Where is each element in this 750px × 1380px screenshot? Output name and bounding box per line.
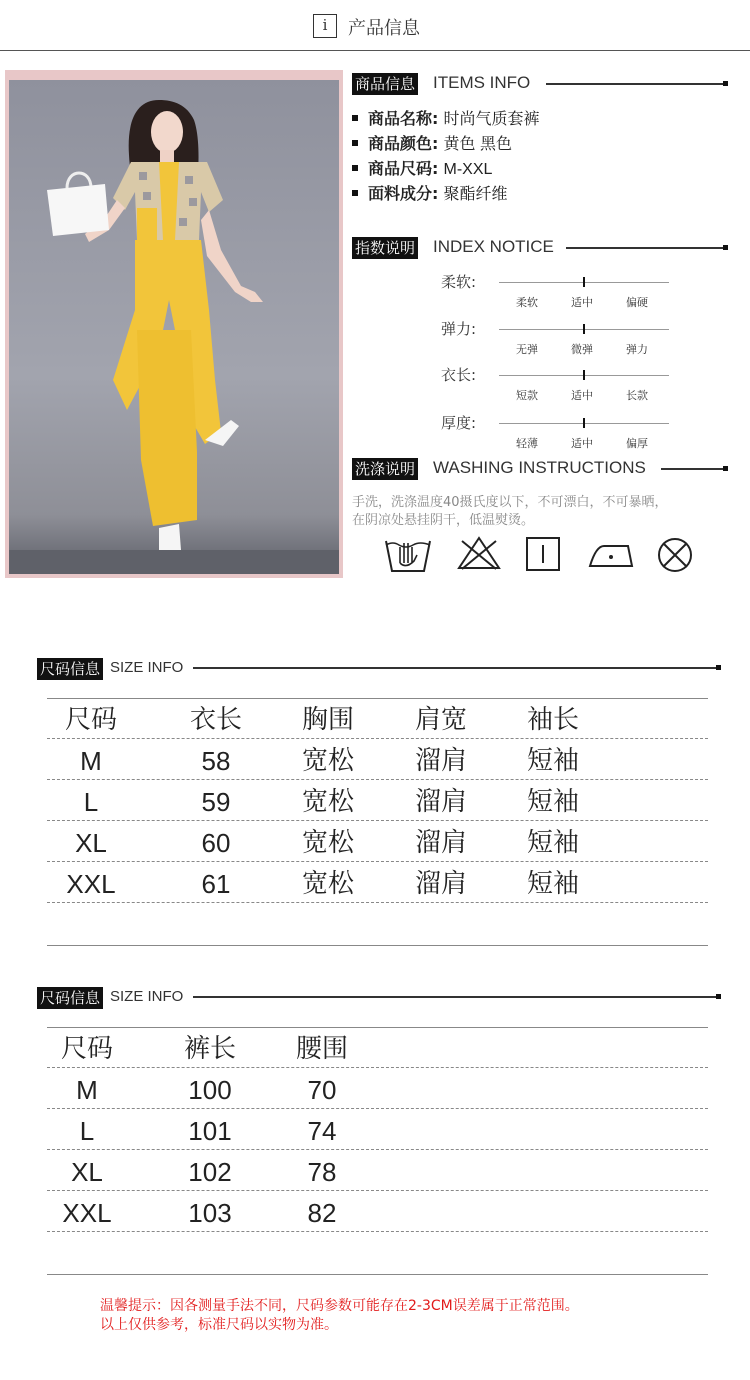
table-cell: XXL [62,1198,112,1228]
table-cell: 溜肩 [414,787,467,817]
pants-size-tag: 尺码信息 [37,987,103,1009]
index-notice-rule [566,247,726,249]
index-scale-marker [583,277,585,287]
table-cell: 101 [188,1116,232,1146]
hand-wash-icon [383,533,433,575]
item-color-row: 商品颜色: 黄色 黑色 [352,131,512,154]
table-cell: M [80,746,102,776]
rule-end-dot [716,665,721,670]
index-scale-option: 长款 [626,389,648,402]
top-size-title: SIZE INFO [110,659,184,676]
table-cell: 70 [307,1075,337,1105]
table-cell: M [76,1075,98,1105]
table-bottom-border [47,945,708,946]
index-scale-option: 轻薄 [516,437,538,450]
table-cell: 103 [188,1198,232,1228]
index-scale-option: 偏硬 [626,296,648,309]
index-scale-marker [583,418,585,428]
washing-text-line1: 手洗，洗涤温度40摄氏度以下，不可漂白，不可暴晒， [352,495,668,510]
index-row-label: 柔软: [441,273,477,291]
washing-rule [661,468,726,470]
table-cell: 溜肩 [414,828,467,858]
table-bottom-border [47,1274,708,1275]
table-row-divider [47,861,708,862]
no-dry-clean-icon [656,536,694,574]
table-cell: 78 [307,1157,337,1187]
table-header-cell: 衣长 [189,705,242,735]
info-icon: i [313,14,337,38]
table-cell: 100 [188,1075,232,1105]
line-dry-icon [525,536,561,572]
table-cell: XL [71,1157,103,1187]
index-scale-option: 适中 [571,389,593,402]
pants-size-title: SIZE INFO [110,988,184,1005]
table-header-cell: 肩宽 [414,705,467,735]
item-name-row: 商品名称: 时尚气质套裤 [352,106,540,129]
items-info-rule [546,83,726,85]
washing-tag: 洗涤说明 [352,458,418,480]
index-scale-option: 短款 [516,389,538,402]
table-header-cell: 裤长 [183,1034,236,1064]
table-cell: L [79,1116,95,1146]
index-row-label: 弹力: [441,320,477,338]
index-row-label: 厚度: [441,414,477,432]
index-scale-option: 适中 [571,437,593,450]
table-row-divider [47,1067,708,1068]
items-info-tag: 商品信息 [352,73,418,95]
table-cell: 宽松 [301,746,354,776]
index-scale-option: 无弹 [516,343,538,356]
header-divider [0,50,750,51]
rule-end-dot [723,81,728,86]
table-header-cell: 尺码 [60,1034,113,1064]
item-size-row: 商品尺码: M-XXL [352,156,492,179]
no-bleach-icon [456,535,502,571]
table-cell: 短袖 [526,869,579,899]
table-cell: 60 [201,828,231,858]
rule-end-dot [723,245,728,250]
table-top-border [47,1027,708,1028]
table-cell: 宽松 [301,828,354,858]
table-cell: L [83,787,99,817]
index-scale-option: 偏厚 [626,437,648,450]
table-cell: 58 [201,746,231,776]
table-cell: 59 [201,787,231,817]
table-cell: 短袖 [526,787,579,817]
index-notice-title: INDEX NOTICE [433,237,554,256]
index-scale-marker [583,370,585,380]
table-row-divider [47,1149,708,1150]
index-scale-marker [583,324,585,334]
table-cell: 宽松 [301,869,354,899]
table-row-divider [47,779,708,780]
table-cell: 溜肩 [414,869,467,899]
table-row-divider [47,1190,708,1191]
size-note-line2: 以上仅供参考，标准尺码以实物为准。 [100,1317,338,1333]
table-cell: XL [75,828,107,858]
index-scale-option: 弹力 [626,343,648,356]
table-cell: XXL [66,869,116,899]
table-cell: 短袖 [526,828,579,858]
table-row-divider [47,1108,708,1109]
items-info-title: ITEMS INFO [433,73,531,92]
rule-end-dot [723,466,728,471]
page-title: 产品信息 [348,18,420,39]
product-photo [9,80,339,574]
rule-end-dot [716,994,721,999]
table-row-divider [47,738,708,739]
washing-title: WASHING INSTRUCTIONS [433,458,646,477]
item-fabric-row: 面料成分: 聚酯纤维 [352,181,508,204]
table-top-border [47,698,708,699]
table-cell: 宽松 [301,787,354,817]
table-row-divider [47,902,708,903]
table-cell: 短袖 [526,746,579,776]
table-cell: 82 [307,1198,337,1228]
pants-size-rule [193,996,719,998]
low-iron-icon [588,540,634,570]
index-scale-option: 适中 [571,296,593,309]
table-cell: 102 [188,1157,232,1187]
table-header-cell: 袖长 [526,705,579,735]
table-cell: 61 [201,869,231,899]
index-scale-option: 微弹 [571,343,593,356]
index-row-label: 衣长: [441,366,477,384]
table-row-divider [47,1231,708,1232]
table-row-divider [47,820,708,821]
table-cell: 74 [307,1116,337,1146]
washing-text-line2: 在阴凉处悬挂阴干，低温熨烫。 [352,513,535,528]
index-notice-tag: 指数说明 [352,237,418,259]
size-note-line1: 温馨提示：因各测量手法不同，尺码参数可能存在2-3CM误差属于正常范围。 [100,1298,579,1314]
table-cell: 溜肩 [414,746,467,776]
table-header-cell: 腰围 [295,1034,348,1064]
top-size-tag: 尺码信息 [37,658,103,680]
top-size-rule [193,667,719,669]
table-header-cell: 胸围 [301,705,354,735]
table-header-cell: 尺码 [64,705,117,735]
index-scale-option: 柔软 [516,296,538,309]
